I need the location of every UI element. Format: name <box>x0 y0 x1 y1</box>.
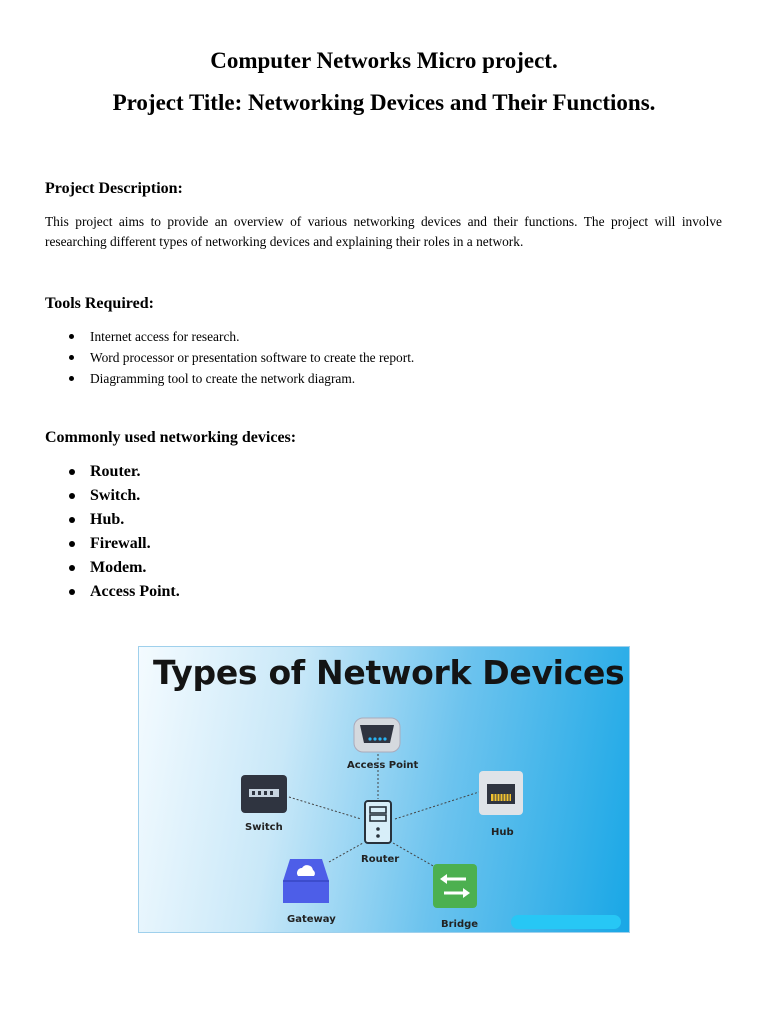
link-hub <box>395 792 479 819</box>
highlight-mark <box>511 915 621 929</box>
switch-label: Switch <box>245 822 283 833</box>
router-icon <box>363 799 393 845</box>
list-item: Word processor or presentation software to create the report. <box>45 347 414 368</box>
devices-heading: Commonly used networking devices: <box>45 429 297 446</box>
list-item: Hub. <box>45 508 180 532</box>
access-point-icon <box>353 717 401 753</box>
tools-heading: Tools Required: <box>45 295 154 312</box>
gateway-label: Gateway <box>287 914 336 925</box>
link-bridge <box>393 843 435 867</box>
access-point-label: Access Point <box>347 760 419 771</box>
network-devices-figure <box>138 646 630 933</box>
document-title: Computer Networks Micro project. <box>210 48 558 73</box>
list-item: Router. <box>45 460 180 484</box>
connection-lines <box>139 647 630 933</box>
tools-list <box>45 326 414 389</box>
list-item: Switch. <box>45 484 180 508</box>
list-item: Modem. <box>45 556 180 580</box>
bridge-icon <box>432 863 478 909</box>
description-heading: Project Description: <box>45 180 183 197</box>
link-switch <box>289 797 361 819</box>
hub-label: Hub <box>491 827 514 838</box>
gateway-icon <box>282 857 330 907</box>
link-gateway <box>329 843 363 862</box>
switch-icon <box>240 774 288 814</box>
description-text: This project aims to provide an overview of various networking devices and their functions. The project will involve researching different types of networking devices and explaining their roles in a network. <box>45 214 722 249</box>
project-title: Project Title: Networking Devices and Their Functions. <box>112 90 656 115</box>
devices-list <box>45 460 180 604</box>
hub-icon <box>478 770 524 816</box>
bridge-label: Bridge <box>441 919 479 930</box>
figure-title: Types of Network Devices <box>153 653 625 692</box>
list-item: Internet access for research. <box>45 326 414 347</box>
list-item: Diagramming tool to create the network diagram. <box>45 368 414 389</box>
list-item: Firewall. <box>45 532 180 556</box>
router-label: Router <box>361 854 400 865</box>
list-item: Access Point. <box>45 580 180 604</box>
